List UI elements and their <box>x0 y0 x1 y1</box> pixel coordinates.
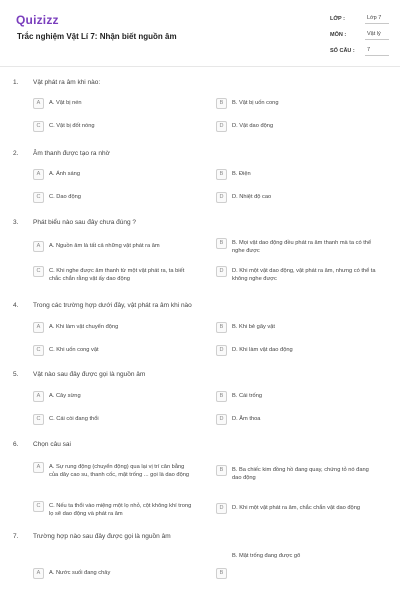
option-letter: C <box>33 192 44 203</box>
option-text: C. Khi nghe được âm thanh từ một vật phát ra, ta biết chắc chắn rằng vật ấy dao động <box>49 268 185 282</box>
option-text: B. Khi bẻ gãy vật <box>232 324 275 330</box>
question-text: Chọn câu sai <box>33 441 71 448</box>
option-letter: A <box>33 322 44 333</box>
question-number: 4. <box>13 302 19 309</box>
meta-subject-value: Vật lý <box>365 31 389 40</box>
option-text: A. Cây sừng <box>49 393 81 399</box>
quiz-title: Trắc nghiệm Vật Lí 7: Nhận biết nguồn âm <box>17 32 177 41</box>
option-letter: B <box>216 465 227 476</box>
question-number: 3. <box>13 219 19 226</box>
option-letter: D <box>216 121 227 132</box>
option-letter: A <box>33 391 44 402</box>
quizizz-logo: Quizizz <box>16 13 59 27</box>
header-divider <box>0 66 400 67</box>
option-text: D. Khi làm vật dao động <box>232 347 293 353</box>
option-text: B. Cái trống <box>232 393 263 399</box>
question-text: Vật phát ra âm khi nào: <box>33 79 101 86</box>
option-letter: D <box>216 192 227 203</box>
question-text: Âm thanh được tạo ra nhờ <box>33 150 110 157</box>
option-letter: B <box>216 568 227 579</box>
option-letter: D <box>216 345 227 356</box>
meta-subject <box>330 30 390 46</box>
question-number: 1. <box>13 79 19 86</box>
meta-subject-label: MÔN : <box>330 32 347 38</box>
option-letter: B <box>216 169 227 180</box>
question-text: Trường hợp nào sau đây được gọi là nguồn âm <box>33 533 171 540</box>
meta-count-value: 7 <box>365 47 389 56</box>
option-text: B. Vật bị uốn cong <box>232 100 279 106</box>
option-text: A. Ánh sáng <box>49 171 80 177</box>
option-text: B. Ba chiếc kim đồng hồ đang quay, chứng tỏ nó đang dao động <box>232 467 369 481</box>
option-letter: B <box>216 322 227 333</box>
option-text: A. Sự rung động (chuyển động) qua lại vị trí cân bằng của dây cao su, thanh cốc, mặt trống ... gọi là dao động <box>49 464 190 478</box>
option-letter: D <box>216 266 227 277</box>
question-number: 2. <box>13 150 19 157</box>
option-text: C. Khi uốn cong vật <box>49 347 99 353</box>
option-letter: C <box>33 345 44 356</box>
question-text: Phát biểu nào sau đây chưa đúng ? <box>33 219 137 226</box>
question-number: 7. <box>13 533 19 540</box>
option-text: D. Khi một vật dao động, vật phát ra âm, nhưng có thể ta không nghe được <box>232 268 376 282</box>
option-letter: D <box>216 414 227 425</box>
meta-count <box>330 46 390 62</box>
question-text: Vật nào sau đây được gọi là nguồn âm <box>33 371 146 378</box>
option-letter: A <box>33 98 44 109</box>
option-text: B. Điện <box>232 171 251 177</box>
question-number: 5. <box>13 371 19 378</box>
option-text: D. Nhiệt độ cao <box>232 194 272 200</box>
option-letter: A <box>33 568 44 579</box>
option-letter: D <box>216 503 227 514</box>
option-text: C. Cái còi đang thổi <box>49 416 99 422</box>
option-letter: B <box>216 98 227 109</box>
option-text: D. Âm thoa <box>232 416 261 422</box>
option-letter: C <box>33 121 44 132</box>
meta-grade-label: LỚP : <box>330 16 345 22</box>
quiz-meta <box>330 14 390 62</box>
meta-grade-value: Lớp 7 <box>365 15 389 24</box>
option-text: A. Khi làm vật chuyển động <box>49 324 119 330</box>
question-text: Trong các trường hợp dưới đây, vật phát ra âm khi nào <box>33 302 192 309</box>
option-letter: C <box>33 414 44 425</box>
option-text: A. Vật bị nén <box>49 100 82 106</box>
option-letter: C <box>33 266 44 277</box>
option-text: B. Mọi vật dao động đều phát ra âm thanh mà ta có thể nghe được <box>232 240 372 254</box>
meta-grade <box>330 14 390 30</box>
option-letter: A <box>33 462 44 473</box>
option-b-text: B. Mặt trống đang được gõ <box>232 553 301 559</box>
option-text: A. Nguồn âm là tất cả những vật phát ra âm <box>49 243 160 249</box>
question-number: 6. <box>13 441 19 448</box>
option-text: D. Vật dao động <box>232 123 274 129</box>
option-text: D. Khi một vật phát ra âm, chắc chắn vật dao động <box>232 505 361 511</box>
option-letter: A <box>33 169 44 180</box>
option-text: C. Dao động <box>49 194 81 200</box>
meta-count-label: SỐ CÂU : <box>330 48 355 54</box>
option-text: A. Nước suối đang chảy <box>49 570 111 576</box>
option-letter: A <box>33 241 44 252</box>
option-text: C. Nếu ta thổi vào miệng một lọ nhỏ, cột không khí trong lọ sẽ dao động và phát ra âm <box>49 503 192 517</box>
option-letter: C <box>33 501 44 512</box>
option-letter: B <box>216 391 227 402</box>
option-letter: B <box>216 238 227 249</box>
option-text: C. Vật bị đốt nóng <box>49 123 95 129</box>
